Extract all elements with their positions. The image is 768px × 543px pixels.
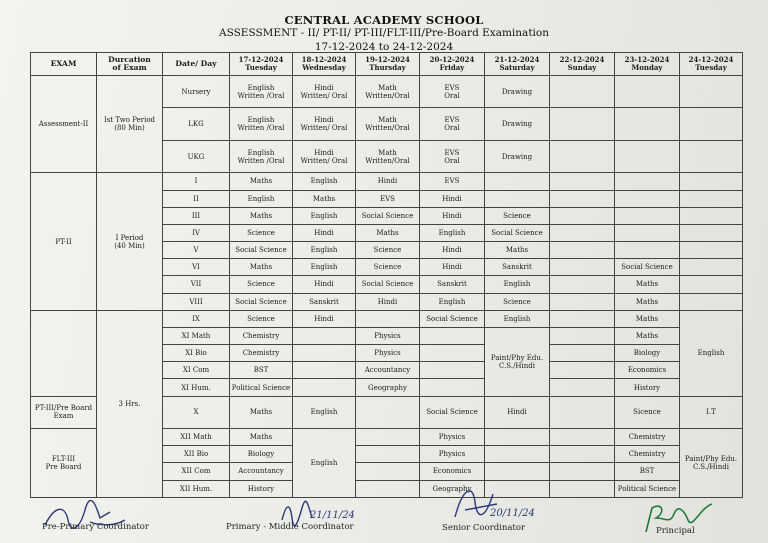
class-cell: XI Bio (163, 345, 230, 362)
class-cell: UKG (163, 140, 230, 172)
day-column-header: 17-12-2024 Tuesday (230, 53, 293, 76)
subject-cell (550, 242, 615, 259)
subject-cell (293, 345, 356, 362)
subject-cell: Political Science (615, 480, 680, 497)
subject-cell (550, 379, 615, 396)
day-column-header: 19-12-2024 Thursday (356, 53, 420, 76)
subject-cell (293, 327, 356, 344)
subject-cell: Social Science (420, 310, 485, 327)
subject-cell: Maths (615, 327, 680, 344)
subject-cell (420, 379, 485, 396)
subject-cell (485, 463, 550, 480)
subject-cell (550, 463, 615, 480)
subject-cell: Economics (615, 362, 680, 379)
class-cell: XI Com (163, 362, 230, 379)
subject-cell: Hindi (420, 207, 485, 224)
subject-cell: Social Science (615, 259, 680, 276)
subject-cell: Sanskrit (485, 259, 550, 276)
subject-cell: Chemistry (615, 446, 680, 463)
class-cell: II (163, 190, 230, 207)
subject-cell (550, 327, 615, 344)
subject-cell: English (420, 293, 485, 310)
subject-cell (550, 259, 615, 276)
subject-cell (293, 379, 356, 396)
subject-cell: Science (230, 224, 293, 241)
subject-cell (680, 207, 743, 224)
subject-cell: Maths (356, 224, 420, 241)
subject-cell (550, 207, 615, 224)
subject-cell: Maths (615, 276, 680, 293)
subject-cell: Hindi Written/ Oral (293, 108, 356, 140)
subject-cell: Hindi (485, 396, 550, 428)
day-column-header: 24-12-2024 Tuesday (680, 53, 743, 76)
day-column-header: 23-12-2024 Monday (615, 53, 680, 76)
class-cell: V (163, 242, 230, 259)
subject-cell: Chemistry (230, 327, 293, 344)
day-column-header: 18-12-2024 Wednesday (293, 53, 356, 76)
subject-cell (680, 140, 743, 172)
subject-cell: Hindi (420, 190, 485, 207)
subject-cell: Science (230, 276, 293, 293)
class-cell: XII Math (163, 429, 230, 446)
day-column-header: 21-12-2024 Saturday (485, 53, 550, 76)
subject-cell: EVS (356, 190, 420, 207)
subject-cell (420, 362, 485, 379)
subject-cell (293, 362, 356, 379)
class-cell: VIII (163, 293, 230, 310)
principal-label: Principal (656, 526, 695, 536)
subject-cell (550, 108, 615, 140)
merged-subject-cell: English (680, 310, 743, 396)
subject-cell (356, 310, 420, 327)
subject-cell (615, 207, 680, 224)
school-name: CENTRAL ACADEMY SCHOOL (284, 13, 484, 27)
subject-cell: English (293, 259, 356, 276)
subject-cell (550, 293, 615, 310)
exam-name-cell: PT-II (31, 173, 97, 310)
subject-cell: Chemistry (615, 429, 680, 446)
exam-name-cell: Assessment-II (31, 76, 97, 173)
subject-cell: English (293, 396, 356, 428)
subject-cell: Biology (230, 446, 293, 463)
subject-cell: Maths (485, 242, 550, 259)
exam-subtitle: ASSESSMENT - II/ PT-II/ PT-III/FLT-III/Pre-Board Examination (219, 27, 549, 39)
subject-cell: Maths (615, 310, 680, 327)
senior-coordinator-label: Senior Coordinator (442, 523, 526, 533)
class-cell: IV (163, 224, 230, 241)
class-cell: I (163, 173, 230, 190)
subject-cell: English Written /Oral (230, 108, 293, 140)
subject-cell (485, 429, 550, 446)
class-cell: VII (163, 276, 230, 293)
subject-cell: Economics (420, 463, 485, 480)
subject-cell (550, 396, 615, 428)
subject-cell: History (615, 379, 680, 396)
subject-cell (550, 480, 615, 497)
subject-cell: Science (230, 310, 293, 327)
date-mark-a: 21/11/24 (310, 510, 355, 521)
subject-cell (550, 429, 615, 446)
subject-cell: Hindi (293, 224, 356, 241)
class-cell: VI (163, 259, 230, 276)
subject-cell (550, 76, 615, 108)
class-cell: III (163, 207, 230, 224)
subject-cell (356, 480, 420, 497)
duration-cell: 3 Hrs. (97, 310, 163, 497)
exam-name-cell: PT-III/Pre Board Exam (31, 396, 97, 428)
subject-cell (615, 224, 680, 241)
subject-cell (615, 242, 680, 259)
subject-cell: Physics (420, 446, 485, 463)
subject-cell: Biology (615, 345, 680, 362)
subject-cell (615, 190, 680, 207)
subject-cell: Social Science (356, 207, 420, 224)
exam-name-cell (31, 310, 97, 396)
subject-cell (615, 140, 680, 172)
subject-cell (550, 140, 615, 172)
subject-cell: Science (485, 293, 550, 310)
subject-cell (615, 76, 680, 108)
subject-cell: I.T (680, 396, 743, 428)
subject-cell (680, 242, 743, 259)
timetable-row (31, 76, 743, 108)
subject-cell: Maths (230, 173, 293, 190)
subject-cell (680, 259, 743, 276)
subject-cell: Hindi (420, 259, 485, 276)
subject-cell: History (230, 480, 293, 497)
class-cell: Nursery (163, 76, 230, 108)
subject-cell: Math Written/Oral (356, 140, 420, 172)
subject-cell: Hindi (293, 276, 356, 293)
header-row (31, 53, 743, 76)
subject-cell: Social Science (420, 396, 485, 428)
subject-cell (550, 190, 615, 207)
class-cell: XI Math (163, 327, 230, 344)
subject-cell: Hindi (293, 310, 356, 327)
subject-cell: Political Science (230, 379, 293, 396)
subject-cell: Hindi (420, 242, 485, 259)
subject-cell: Geography (420, 480, 485, 497)
pre-primary-coordinator-label: Pre-Primary Coordinator (42, 522, 149, 532)
subject-cell (680, 224, 743, 241)
exam-name-cell: FLT-III Pre Board (31, 429, 97, 498)
subject-cell: Accountancy (356, 362, 420, 379)
timetable-row (31, 173, 743, 190)
subject-cell (485, 446, 550, 463)
subject-cell: English (485, 310, 550, 327)
subject-cell: Hindi (356, 293, 420, 310)
subject-cell: Social Science (356, 276, 420, 293)
subject-cell: Hindi Written/ Oral (293, 76, 356, 108)
subject-cell: English Written /Oral (230, 76, 293, 108)
class-cell: IX (163, 310, 230, 327)
merged-subject-cell: English (293, 429, 356, 498)
timetable-row (31, 310, 743, 327)
subject-cell: Hindi Written/ Oral (293, 140, 356, 172)
subject-cell: Social Science (485, 224, 550, 241)
subject-cell (420, 327, 485, 344)
subject-cell (420, 345, 485, 362)
subject-cell: Physics (356, 345, 420, 362)
duration-cell: Ist Two Period (80 Min) (97, 76, 163, 173)
subject-cell: Sanskrit (293, 293, 356, 310)
subject-cell: BST (230, 362, 293, 379)
subject-cell: English (293, 173, 356, 190)
subject-cell: EVS Oral (420, 108, 485, 140)
merged-subject-cell: Paint/Phy Edu. C.S./Hindi (485, 327, 550, 396)
subject-cell: Chemistry (230, 345, 293, 362)
class-cell: XII Com (163, 463, 230, 480)
exam-column-header: EXAM (31, 53, 97, 76)
subject-cell: English (485, 276, 550, 293)
class-cell: XII Hum. (163, 480, 230, 497)
date-day-column-header: Date/ Day (163, 53, 230, 76)
subject-cell (550, 224, 615, 241)
subject-cell: Geography (356, 379, 420, 396)
subject-cell (680, 276, 743, 293)
subject-cell: English (293, 207, 356, 224)
merged-subject-cell: Paint/Phy Edu. C.S./Hindi (680, 429, 743, 498)
subject-cell: English (293, 242, 356, 259)
subject-cell (485, 173, 550, 190)
subject-cell (356, 446, 420, 463)
subject-cell: Math Written/Oral (356, 108, 420, 140)
subject-cell (680, 108, 743, 140)
subject-cell: EVS Oral (420, 140, 485, 172)
subject-cell (615, 108, 680, 140)
subject-cell (680, 190, 743, 207)
subject-cell: Math Written/Oral (356, 76, 420, 108)
subject-cell: BST (615, 463, 680, 480)
subject-cell (550, 276, 615, 293)
subject-cell: English Written /Oral (230, 140, 293, 172)
subject-cell: Social Science (230, 242, 293, 259)
subject-cell: EVS Oral (420, 76, 485, 108)
subject-cell: Science (356, 259, 420, 276)
subject-cell (680, 173, 743, 190)
subject-cell (356, 396, 420, 428)
subject-cell (550, 310, 615, 327)
subject-cell (356, 463, 420, 480)
duration-column-header: Durcation of Exam (97, 53, 163, 76)
exam-timetable (30, 52, 743, 498)
duration-cell: I Period (40 Min) (97, 173, 163, 310)
exam-date-range: 17-12-2024 to 24-12-2024 (314, 41, 454, 53)
subject-cell (550, 173, 615, 190)
subject-cell: Science (356, 242, 420, 259)
subject-cell: Maths (230, 429, 293, 446)
subject-cell: Maths (293, 190, 356, 207)
subject-cell: English (230, 190, 293, 207)
subject-cell: Sanskrit (420, 276, 485, 293)
subject-cell (615, 173, 680, 190)
date-mark-b: 20/11/24 (490, 508, 535, 519)
class-cell: LKG (163, 108, 230, 140)
subject-cell (680, 76, 743, 108)
class-cell: XII Bio (163, 446, 230, 463)
subject-cell (680, 293, 743, 310)
subject-cell: Maths (230, 259, 293, 276)
subject-cell: Drawing (485, 108, 550, 140)
subject-cell: EVS (420, 173, 485, 190)
subject-cell: Maths (615, 293, 680, 310)
subject-cell: English (420, 224, 485, 241)
class-cell: XI Hum. (163, 379, 230, 396)
subject-cell: Social Science (230, 293, 293, 310)
subject-cell: Maths (230, 396, 293, 428)
subject-cell (356, 429, 420, 446)
subject-cell: Maths (230, 207, 293, 224)
subject-cell: Sicence (615, 396, 680, 428)
day-column-header: 20-12-2024 Friday (420, 53, 485, 76)
day-column-header: 22-12-2024 Sunday (550, 53, 615, 76)
subject-cell: Drawing (485, 140, 550, 172)
subject-cell: Drawing (485, 76, 550, 108)
subject-cell: Physics (420, 429, 485, 446)
subject-cell: Science (485, 207, 550, 224)
subject-cell: Accountancy (230, 463, 293, 480)
subject-cell (550, 446, 615, 463)
subject-cell: Physics (356, 327, 420, 344)
subject-cell (485, 190, 550, 207)
subject-cell: Hindi (356, 173, 420, 190)
subject-cell (550, 362, 615, 379)
subject-cell (550, 345, 615, 362)
class-cell: X (163, 396, 230, 428)
primary-middle-coordinator-label: Primary - Middle Coordinator (226, 522, 354, 532)
